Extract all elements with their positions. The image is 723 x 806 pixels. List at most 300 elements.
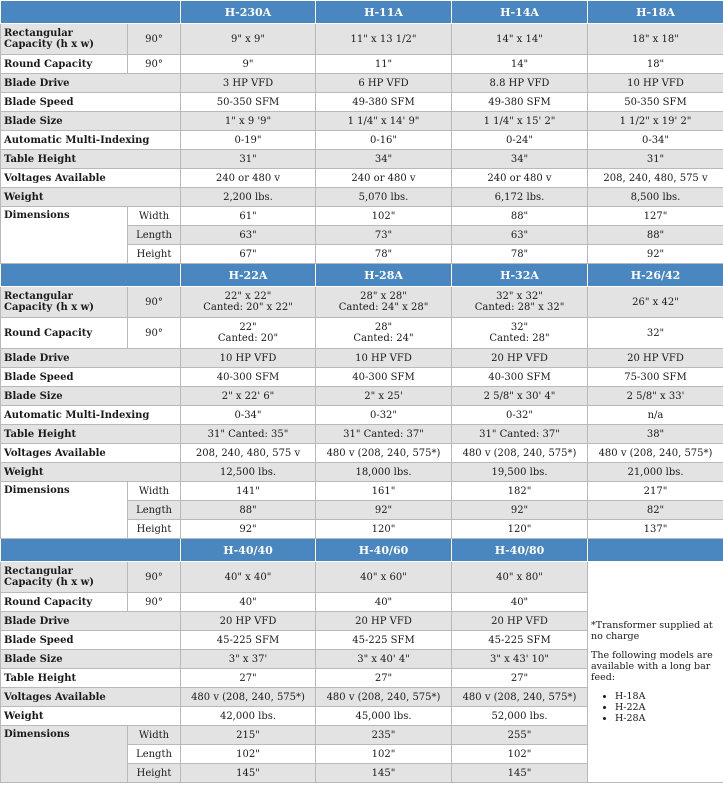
spec-value (316, 287, 452, 318)
spec-value (588, 188, 723, 207)
spec-value-text: 22" (239, 322, 257, 333)
spec-value (452, 226, 588, 245)
spec-value-text: 2" x 22' 6" (221, 390, 275, 402)
spec-value-text: 145" (236, 767, 260, 779)
spec-value-text: 92" (646, 248, 665, 260)
spec-value (316, 669, 452, 688)
spec-value-text: n/a (647, 409, 664, 421)
spec-value-text: 20 HP VFD (627, 352, 684, 364)
spec-value-text: 40" x 40" (224, 571, 272, 583)
spec-value (588, 131, 723, 150)
spec-value-text: 1 1/4" x 15' 2" (483, 115, 556, 127)
spec-value-text: 6,172 lbs. (494, 191, 545, 203)
spec-value-text: 3" x 37' (228, 653, 268, 665)
spec-value (452, 562, 588, 593)
spec-value-text: 1 1/4" x 14' 9" (347, 115, 420, 127)
spec-value-text: 120" (507, 523, 532, 535)
spec-value (452, 669, 588, 688)
spec-value-text: 208, 240, 480, 575 v (603, 172, 708, 184)
spec-value-text: 31" (646, 153, 665, 165)
list-item: • H-28A (615, 713, 720, 724)
spec-value (316, 406, 452, 425)
row-label: Rectangular Capacity (h x w) (1, 562, 128, 593)
notes-panel (588, 562, 723, 783)
spec-value-text: 32" (510, 322, 529, 333)
spec-value (316, 707, 452, 726)
row-label: Voltages Available (1, 444, 181, 463)
spec-value-text: 14" x 14" (496, 33, 543, 45)
spec-value-text: 49-380 SFM (488, 96, 551, 108)
spec-value-text: 0-32" (505, 409, 534, 421)
spec-row (1, 368, 723, 387)
spec-value (316, 612, 452, 631)
dimension-label: Length (128, 501, 181, 520)
row-label: Blade Size (1, 650, 181, 669)
model-name: H-14A (452, 1, 588, 24)
spec-value-text: Canted: 20" (217, 333, 279, 344)
spec-value-text: 480 v (208, 240, 575*) (598, 447, 713, 459)
spec-value (316, 520, 452, 539)
spec-value-text: 120" (371, 523, 396, 535)
spec-value (588, 93, 723, 112)
spec-row (1, 444, 723, 463)
spec-value (181, 650, 316, 669)
row-label: Weight (1, 188, 181, 207)
angle-label: 90° (128, 55, 181, 74)
spec-value-text: 78" (510, 248, 529, 260)
spec-value (452, 688, 588, 707)
spec-value-text: 31" Canted: 37" (343, 428, 424, 440)
angle-label: 90° (128, 562, 181, 593)
row-label: Weight (1, 463, 181, 482)
spec-value (452, 368, 588, 387)
spec-value-text: 92" (510, 504, 529, 516)
spec-value (181, 150, 316, 169)
spec-value-text: 11" x 13 1/2" (350, 33, 417, 45)
spec-value-text: 102" (371, 210, 396, 222)
spec-value (452, 650, 588, 669)
spec-value (181, 463, 316, 482)
spec-value-text: 240 or 480 v (215, 172, 281, 184)
spec-value (181, 745, 316, 764)
dimension-label: Width (128, 207, 181, 226)
spec-value-text: 73" (374, 229, 393, 241)
model-name: H-230A (181, 1, 316, 24)
spec-value-text: 21,000 lbs. (627, 466, 684, 478)
row-label: Blade Drive (1, 349, 181, 368)
spec-value-text: 40" (239, 596, 257, 608)
spec-value-text: 102" (371, 748, 396, 760)
spec-value (588, 463, 723, 482)
spec-value-text: 92" (374, 504, 393, 516)
spec-value (181, 444, 316, 463)
spec-value-text: 50-350 SFM (624, 96, 687, 108)
row-label: Dimensions (1, 482, 128, 539)
header-blank-cell (588, 539, 723, 562)
model-header-row (1, 539, 723, 562)
spec-value (452, 287, 588, 318)
spec-value (181, 425, 316, 444)
spec-value (588, 482, 723, 501)
spec-value-text: 12,500 lbs. (219, 466, 277, 478)
spec-value-text: 2 5/8" x 30' 4" (483, 390, 556, 402)
header-blank-cell (1, 264, 181, 287)
spec-value (452, 444, 588, 463)
row-label: Round Capacity (1, 593, 128, 612)
spec-value-text: Canted: 24" (353, 333, 414, 344)
spec-value (452, 74, 588, 93)
model-name: H-32A (452, 264, 588, 287)
spec-value (452, 24, 588, 55)
spec-value-text: 480 v (208, 240, 575*) (326, 691, 441, 703)
spec-value-text: 27" (239, 672, 257, 684)
spec-value-text: 161" (371, 485, 396, 497)
dimension-label: Height (128, 520, 181, 539)
spec-row (1, 24, 723, 55)
angle-label: 90° (128, 593, 181, 612)
row-label: Table Height (1, 669, 181, 688)
spec-value (452, 501, 588, 520)
spec-value (181, 131, 316, 150)
spec-value (181, 318, 316, 349)
spec-value-text: 31" (239, 153, 257, 165)
spec-value (316, 188, 452, 207)
spec-value-text: 28" (374, 322, 393, 333)
spec-value-text: 240 or 480 v (487, 172, 552, 184)
spec-value (452, 207, 588, 226)
spec-value (316, 93, 452, 112)
spec-value-text: 480 v (208, 240, 575*) (326, 447, 441, 459)
spec-value-text: 40-300 SFM (352, 371, 415, 383)
spec-value (181, 707, 316, 726)
spec-row (1, 425, 723, 444)
spec-value-text: 2" x 25' (364, 390, 403, 402)
dimension-label: Length (128, 226, 181, 245)
spec-value (452, 93, 588, 112)
spec-value (588, 226, 723, 245)
spec-value-text: 235" (371, 729, 396, 741)
angle-label: 90° (128, 287, 181, 318)
spec-value-text: 63" (239, 229, 257, 241)
spec-value-text: 45-225 SFM (216, 634, 280, 646)
spec-value (452, 593, 588, 612)
list-item: • H-22A (615, 702, 720, 713)
row-label: Automatic Multi-Indexing (1, 406, 181, 425)
dimension-label: Width (128, 726, 181, 745)
spec-value (181, 562, 316, 593)
spec-value (316, 650, 452, 669)
spec-value-text: 14" (510, 58, 529, 70)
spec-value (588, 349, 723, 368)
spec-value-text: 1" x 9 '9" (224, 115, 272, 127)
row-label: Dimensions (1, 207, 128, 264)
row-label: Voltages Available (1, 688, 181, 707)
spec-value-text: 2 5/8" x 33' (626, 390, 685, 402)
spec-row (1, 463, 723, 482)
spec-value (452, 188, 588, 207)
row-label: Blade Drive (1, 74, 181, 93)
spec-row (1, 74, 723, 93)
spec-value-text: 217" (643, 485, 668, 497)
spec-value-text: 6 HP VFD (358, 77, 409, 89)
spec-value (181, 482, 316, 501)
spec-value (316, 245, 452, 264)
row-label: Weight (1, 707, 181, 726)
spec-row (1, 150, 723, 169)
spec-value (452, 520, 588, 539)
spec-value (452, 112, 588, 131)
spec-value (316, 463, 452, 482)
row-label: Blade Size (1, 112, 181, 131)
spec-value-text: 9" (242, 58, 254, 70)
spec-value (316, 74, 452, 93)
spec-value-text: 102" (507, 748, 532, 760)
spec-value-text: 10 HP VFD (355, 352, 412, 364)
spec-value (452, 764, 588, 783)
spec-value-text: 40" (374, 596, 393, 608)
spec-row (1, 131, 723, 150)
spec-value (452, 349, 588, 368)
spec-value-text: 20 HP VFD (491, 615, 548, 627)
model-name: H-28A (316, 264, 452, 287)
spec-value-text: 88" (510, 210, 529, 222)
spec-value-text: 40-300 SFM (216, 371, 280, 383)
spec-value-text: 0-24" (505, 134, 534, 146)
spec-value (316, 150, 452, 169)
spec-value-text: 67" (239, 248, 257, 260)
spec-value-text: 45-225 SFM (352, 634, 415, 646)
angle-label: 90° (128, 318, 181, 349)
spec-value (316, 482, 452, 501)
spec-value (181, 74, 316, 93)
spec-row (1, 169, 723, 188)
row-label: Rectangular Capacity (h x w) (1, 24, 128, 55)
spec-value-text: 20 HP VFD (355, 615, 412, 627)
dimension-label: Width (128, 482, 181, 501)
spec-value (181, 501, 316, 520)
spec-value (316, 726, 452, 745)
dimension-label: Height (128, 764, 181, 783)
spec-value-text: 40" (510, 596, 529, 608)
spec-value (588, 207, 723, 226)
spec-value (181, 349, 316, 368)
spec-value-text: 0-19" (234, 134, 262, 146)
spec-value-text: 0-16" (369, 134, 398, 146)
spec-value-text: 63" (510, 229, 529, 241)
spec-row (1, 55, 723, 74)
spec-value (452, 318, 588, 349)
spec-value (316, 501, 452, 520)
spec-value (181, 93, 316, 112)
spec-value-text: 9" x 9" (231, 33, 265, 45)
spec-value-text: 49-380 SFM (352, 96, 415, 108)
spec-value-text: 34" (374, 153, 393, 165)
row-label: Blade Speed (1, 631, 181, 650)
spec-value-text: 3" x 43' 10" (490, 653, 549, 665)
spec-value-text: 255" (507, 729, 532, 741)
spec-value-text: 45,000 lbs. (355, 710, 412, 722)
spec-value (316, 169, 452, 188)
spec-value (316, 349, 452, 368)
spec-value-text: 40" x 60" (360, 571, 407, 583)
model-header-row (1, 1, 723, 24)
spec-value-text: 0-32" (369, 409, 398, 421)
model-name: H-26/42 (588, 264, 723, 287)
spec-value-text: Canted: 28" (489, 333, 550, 344)
spec-value (181, 726, 316, 745)
spec-value (316, 55, 452, 74)
spec-value (316, 764, 452, 783)
spec-value (181, 24, 316, 55)
spec-value-text: 0-34" (641, 134, 670, 146)
spec-value (588, 112, 723, 131)
spec-value (452, 482, 588, 501)
spec-value-text: 45-225 SFM (488, 634, 551, 646)
spec-value-text: Canted: 24" x 28" (338, 302, 429, 313)
spec-value-text: 480 v (208, 240, 575*) (462, 691, 577, 703)
spec-value (181, 520, 316, 539)
spec-row (1, 287, 723, 318)
spec-value-text: 10 HP VFD (627, 77, 684, 89)
spec-value (452, 245, 588, 264)
spec-value (452, 387, 588, 406)
spec-value (316, 226, 452, 245)
spec-value (181, 764, 316, 783)
spec-value-text: 11" (374, 58, 393, 70)
spec-value (316, 425, 452, 444)
spec-value-text: 61" (239, 210, 257, 222)
spec-value (181, 631, 316, 650)
spec-value-text: 78" (374, 248, 393, 260)
spec-value-text: 10 HP VFD (219, 352, 277, 364)
spec-value (181, 169, 316, 188)
spec-value-text: 127" (643, 210, 668, 222)
spec-value (316, 24, 452, 55)
spec-value (588, 169, 723, 188)
spec-value (316, 387, 452, 406)
spec-value-text: 0-34" (234, 409, 262, 421)
spec-value-text: 88" (646, 229, 665, 241)
spec-value-text: 2,200 lbs. (223, 191, 273, 203)
model-name: H-40/60 (316, 539, 452, 562)
long-bar-note: The following models are available with a long bar feed: (591, 650, 713, 683)
spec-value (316, 745, 452, 764)
spec-value (181, 406, 316, 425)
spec-value-text: 75-300 SFM (624, 371, 687, 383)
spec-value (316, 593, 452, 612)
spec-value-text: 38" (646, 428, 665, 440)
spec-value-text: 3" x 40' 4" (357, 653, 410, 665)
spec-value (588, 287, 723, 318)
spec-value-text: 102" (236, 748, 260, 760)
spec-row (1, 188, 723, 207)
row-label: Voltages Available (1, 169, 181, 188)
spec-value-text: 88" (239, 504, 257, 516)
spec-value-text: Canted: 20" x 22" (203, 302, 293, 313)
row-label: Table Height (1, 425, 181, 444)
spec-value (588, 368, 723, 387)
spec-value-text: 27" (510, 672, 529, 684)
spec-value (181, 669, 316, 688)
model-name: H-18A (588, 1, 723, 24)
spec-value-text: 52,000 lbs. (491, 710, 548, 722)
spec-value (181, 387, 316, 406)
spec-value-text: Canted: 28" x 32" (474, 302, 565, 313)
spec-value-text: 18,000 lbs. (355, 466, 412, 478)
spec-value-text: 26" x 42" (632, 296, 679, 308)
spec-value-text: 27" (374, 672, 393, 684)
row-label: Round Capacity (1, 318, 128, 349)
spec-value (588, 444, 723, 463)
row-label: Blade Size (1, 387, 181, 406)
spec-value-text: 32" (646, 327, 665, 339)
spec-value-text: 145" (371, 767, 396, 779)
model-name: H-11A (316, 1, 452, 24)
spec-value-text: 32" x 32" (496, 291, 543, 302)
row-label: Blade Speed (1, 93, 181, 112)
spec-value (452, 406, 588, 425)
spec-value (181, 593, 316, 612)
spec-value (452, 131, 588, 150)
spec-value (588, 406, 723, 425)
spec-value-text: 31" Canted: 35" (207, 428, 289, 440)
spec-value-text: 18" (646, 58, 665, 70)
model-name: H-40/40 (181, 539, 316, 562)
spec-value-text: 8.8 HP VFD (489, 77, 550, 89)
spec-row (1, 562, 723, 593)
spec-value-text: 18" x 18" (632, 33, 679, 45)
spec-value-text: 141" (236, 485, 260, 497)
spec-value (588, 520, 723, 539)
spec-value-text: 480 v (208, 240, 575*) (462, 447, 577, 459)
spec-row (1, 482, 723, 501)
spec-value-text: 28" x 28" (360, 291, 407, 302)
spec-value (316, 318, 452, 349)
spec-value-text: 82" (646, 504, 665, 516)
spec-value-text: 145" (507, 767, 532, 779)
spec-value-text: 34" (510, 153, 529, 165)
spec-value (588, 318, 723, 349)
spec-value (316, 444, 452, 463)
spec-row (1, 112, 723, 131)
spec-value-text: 19,500 lbs. (491, 466, 548, 478)
spec-value-text: 208, 240, 480, 575 v (195, 447, 301, 459)
list-item: • H-18A (615, 691, 720, 702)
spec-value (588, 425, 723, 444)
spec-value-text: 8,500 lbs. (630, 191, 681, 203)
spec-value-text: 31" Canted: 37" (479, 428, 560, 440)
spec-value-text: 5,070 lbs. (358, 191, 409, 203)
spec-value-text: 22" x 22" (224, 291, 272, 302)
spec-value-text: 40-300 SFM (488, 371, 551, 383)
spec-value-text: 182" (507, 485, 532, 497)
spec-value-text: 3 HP VFD (222, 77, 274, 89)
spec-value (588, 24, 723, 55)
spec-value (316, 368, 452, 387)
transformer-note: *Transformer supplied at no charge (591, 620, 713, 642)
spec-value-text: 20 HP VFD (219, 615, 277, 627)
spec-value (452, 425, 588, 444)
spec-value (316, 562, 452, 593)
spec-value-text: 20 HP VFD (491, 352, 548, 364)
row-label: Rectangular Capacity (h x w) (1, 287, 128, 318)
spec-value-text: 215" (236, 729, 260, 741)
spec-value (452, 726, 588, 745)
row-label: Automatic Multi-Indexing (1, 131, 181, 150)
dimension-label: Length (128, 745, 181, 764)
spec-value (452, 745, 588, 764)
spec-value (181, 112, 316, 131)
